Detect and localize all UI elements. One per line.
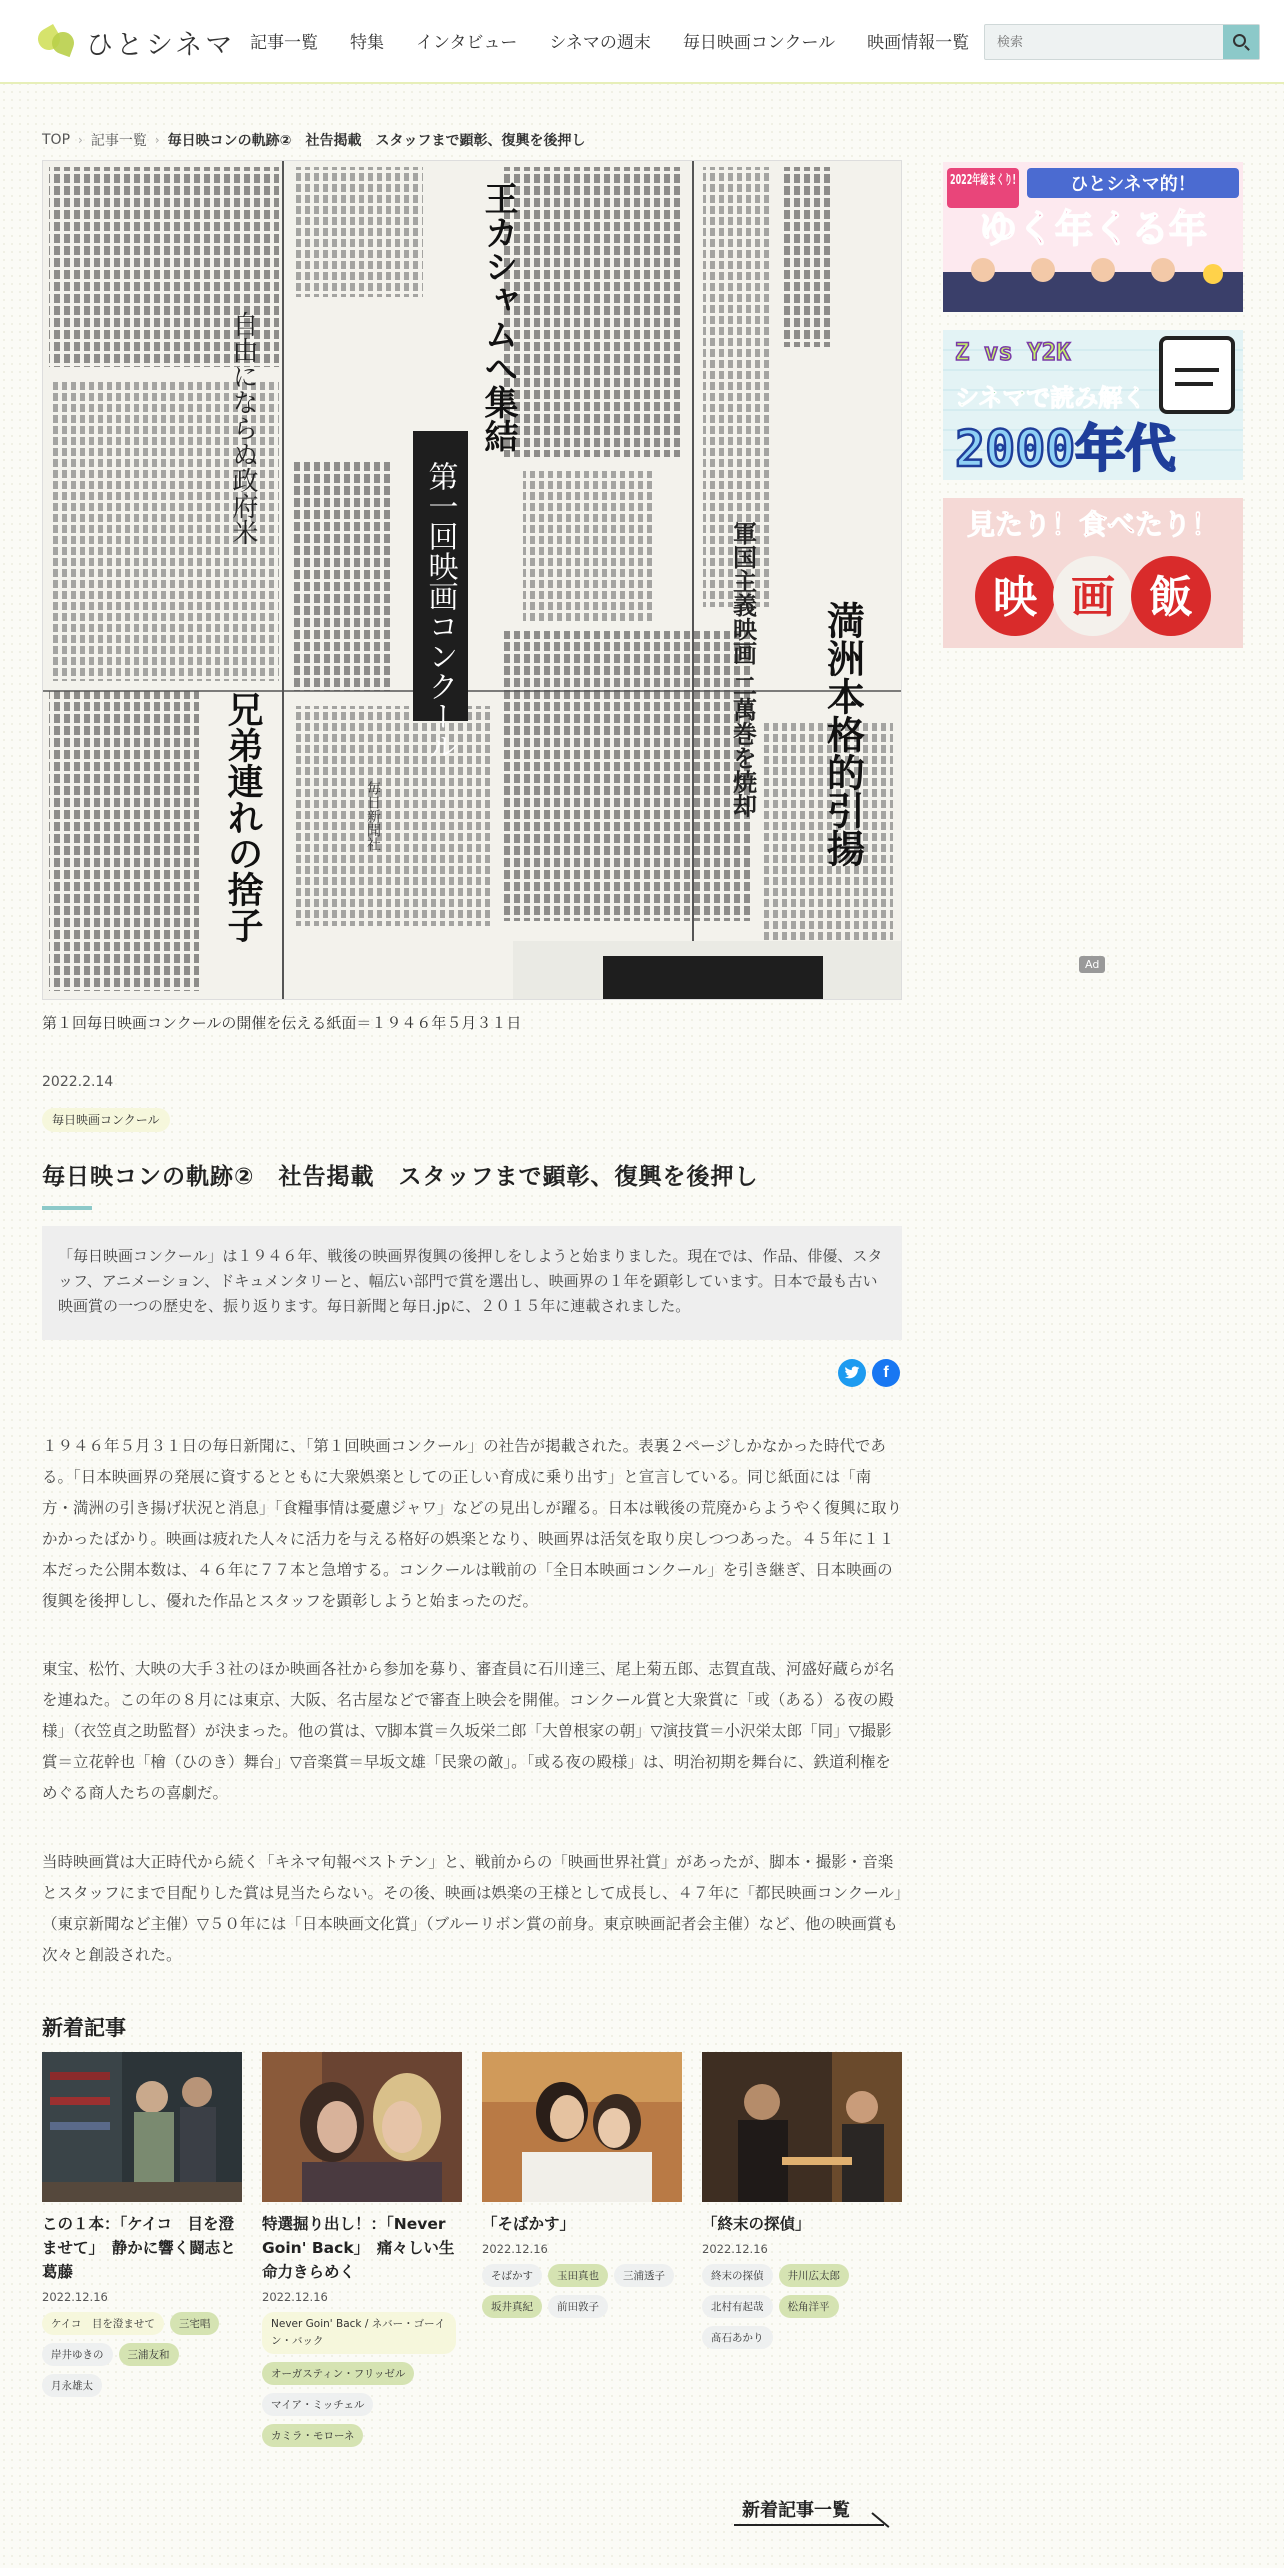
thumbnail-sobakasu — [482, 2052, 682, 2202]
banner1-line1: ひとシネマ的！ — [1070, 174, 1196, 195]
chevron-right-icon: › — [78, 133, 83, 147]
banner3-char-3: 飯 — [1149, 572, 1193, 623]
banner3-char-1: 映 — [993, 572, 1037, 623]
card-tag[interactable]: 三浦友和 — [119, 2343, 179, 2366]
twitter-bird-icon — [844, 1366, 860, 1380]
headline-manchuria: 満洲本格的引揚 — [820, 601, 866, 867]
card-tags — [702, 2264, 902, 2357]
headline-karsham: 王カシャムへ集結 — [478, 181, 518, 453]
banner1-badge: 2022年総まくり! — [950, 173, 1058, 188]
more-link-underline — [734, 2524, 884, 2526]
card-tag[interactable]: ケイコ 目を澄ませて — [42, 2312, 164, 2335]
banner3-char-2: 画 — [1071, 572, 1115, 623]
thumbnail-detective — [702, 2052, 902, 2202]
article-tag[interactable]: 毎日映画コンクール — [42, 1108, 170, 1132]
article-paragraph-1: １９４６年５月３１日の毎日新聞に、「第１回映画コンクール」の社告が掲載された。表裏２ページしかなかった時代である。「日本映画界の発展に資するとともに大衆娯楽としての正しい育成に乗り出す」と宣言している。同じ紙面には「南方・満洲の引き揚げ状況と消息」「食糧事情は憂慮ジャワ」などの見出しが躍る。日本は戦後の荒廃からようやく復興に取りかかったばかり。映画は疲れた人々に活力を与える格好の娯楽となり、映画界は活気を取り戻しつつあった。４５年に１１本だった公開本数は、４６年に７７本と急増する。コンクールは戦前の「全日本映画コンクール」を引き継ぎ、日本映画の復興を後押しし、優れた作品とスタッフを顕彰しようと始まったのだ。 — [42, 1437, 902, 1610]
card-tag[interactable]: 坂井真紀 — [482, 2295, 542, 2318]
image-caption: 第１回毎日映画コンクールの開催を伝える紙面＝１９４６年５月３１日 — [42, 1014, 522, 1032]
breadcrumb-current: 毎日映コンの軌跡② 社告掲載 スタッフまで顕彰、復興を後押し — [167, 133, 586, 149]
banner2-line2: シネマで読み解く — [955, 384, 1147, 412]
site-logo[interactable] — [36, 22, 235, 62]
search-input[interactable] — [985, 25, 1223, 59]
card-tags — [42, 2312, 242, 2405]
card-tag[interactable]: 終末の探偵 — [702, 2264, 773, 2287]
card-tag[interactable]: 月永雄太 — [42, 2374, 102, 2397]
banner-movie-food-art — [943, 498, 1243, 648]
nav-features[interactable]: 特集 — [350, 33, 384, 53]
card-tag[interactable]: 北村有起哉 — [702, 2295, 773, 2318]
card-thumbnail[interactable] — [42, 2052, 242, 2202]
nav-cinema-weekend[interactable]: シネマの週末 — [549, 33, 651, 53]
article-lead: 「毎日映画コンクール」は１９４６年、戦後の映画界復興の後押しをしようと始まりました。現在では、作品、俳優、スタッフ、アニメーション、ドキュメンタリーと、幅広い部門で賞を選出し、映画界の１年を顕彰しています。日本で最も古い映画賞の一つの歴史を、振り返ります。毎日新聞と毎日.jpに、２０１５年に連載されました。 — [42, 1226, 902, 1340]
article-card[interactable] — [262, 2052, 462, 2455]
card-title[interactable]: この１本：「ケイコ 目を澄ませて」 静かに響く闘志と葛藤 — [42, 2215, 236, 2281]
twitter-icon[interactable] — [838, 1359, 866, 1387]
card-title[interactable]: 「そばかす」 — [482, 2215, 576, 2233]
search-button[interactable] — [1223, 25, 1259, 59]
card-tag[interactable]: 三宅唱 — [170, 2312, 220, 2335]
breadcrumb-top[interactable]: TOP — [42, 132, 71, 148]
card-tags — [482, 2264, 682, 2326]
article-card[interactable] — [702, 2052, 902, 2455]
search-box — [984, 24, 1260, 60]
article-date: 2022.2.14 — [42, 1074, 114, 1090]
card-title[interactable]: 「終末の探偵」 — [702, 2215, 811, 2233]
card-thumbnail[interactable] — [702, 2052, 902, 2202]
card-tag[interactable]: Never Goin' Back / ネバー・ゴーイン・バック — [262, 2312, 456, 2354]
headline-burn: 軍国主義映画 二萬巻を焼却 — [728, 521, 758, 818]
banner-movie-food[interactable] — [943, 498, 1243, 648]
banner1-line2: ゆく年くる年 — [978, 207, 1208, 251]
card-tag[interactable]: マイア・ミッチェル — [262, 2393, 373, 2416]
headline-contest: 第一回映画コンクール — [422, 461, 458, 761]
headline-rice: 自由にならぬ政府米 — [228, 311, 258, 545]
card-tag[interactable]: そばかす — [482, 2264, 542, 2287]
thumbnail-boxing-gym — [42, 2052, 242, 2202]
banner2-line1: Z vs Y2K — [955, 338, 1071, 366]
thumbnail-two-girls — [262, 2052, 462, 2202]
banner-year-review-art — [943, 162, 1243, 312]
logo-text: ひとシネマ — [86, 29, 236, 61]
card-tag[interactable]: 前田敦子 — [548, 2295, 608, 2318]
card-thumbnail[interactable] — [482, 2052, 682, 2202]
nav-mainichi-contest[interactable]: 毎日映画コンクール — [682, 33, 836, 53]
breadcrumb — [42, 130, 586, 150]
card-date: 2022.12.16 — [702, 2242, 768, 2256]
card-date: 2022.12.16 — [262, 2290, 328, 2304]
card-title[interactable]: 特選掘り出し！：「Never Goin' Back」 痛々しい生命力きらめく — [262, 2215, 455, 2281]
card-tag[interactable]: 髙石あかり — [702, 2326, 773, 2349]
banner-2000s[interactable] — [943, 330, 1243, 480]
headline-foundling: 兄弟連れの捨子 — [222, 691, 264, 943]
article-card[interactable] — [42, 2052, 242, 2455]
article-card[interactable] — [482, 2052, 682, 2455]
more-articles-link[interactable]: 新着記事一覧 — [742, 2500, 850, 2521]
share-buttons — [838, 1359, 900, 1387]
new-articles-list — [42, 2052, 902, 2455]
card-tag[interactable]: 玉田真也 — [548, 2264, 608, 2287]
title-underline — [42, 1206, 92, 1210]
breadcrumb-articles[interactable]: 記事一覧 — [90, 133, 147, 149]
nav-movie-info[interactable]: 映画情報一覧 — [867, 33, 970, 53]
banner2-line3: 2000年代 — [955, 420, 1176, 478]
card-tag[interactable]: 松角洋平 — [779, 2295, 839, 2318]
card-tag[interactable]: カミラ・モローネ — [262, 2424, 363, 2447]
logo-leaf-icon — [36, 22, 76, 62]
article-title: 毎日映コンの軌跡② 社告掲載 スタッフまで顕彰、復興を後押し — [42, 1164, 759, 1190]
banner-2000s-art — [943, 330, 1243, 480]
newspaper-image — [42, 160, 902, 1000]
nav-interviews[interactable]: インタビュー — [416, 33, 518, 53]
card-date: 2022.12.16 — [42, 2290, 108, 2304]
banner-year-review[interactable] — [943, 162, 1243, 312]
main-nav — [250, 28, 969, 53]
card-tags — [262, 2312, 462, 2455]
card-tag[interactable]: 三浦透子 — [614, 2264, 674, 2287]
ad-label: Ad — [1079, 956, 1105, 973]
card-tag[interactable]: 井川広太郎 — [779, 2264, 850, 2287]
headline-publisher: 毎日新聞社 — [365, 781, 381, 851]
facebook-icon[interactable]: f — [872, 1359, 900, 1387]
chevron-right-icon: › — [154, 133, 160, 147]
card-thumbnail[interactable] — [262, 2052, 462, 2202]
article-paragraph-2: 東宝、松竹、大映の大手３社のほか映画各社から参加を募り、審査員に石川達三、尾上菊五郎、志賀直哉、河盛好蔵らが名を連ねた。この年の８月には東京、大阪、名古屋などで審査上映会を開催。コンクール賞と大衆賞に「或（ある）る夜の殿様」（衣笠貞之助監督）が決まった。他の賞は、▽脚本賞＝久坂栄二郎「大曽根家の朝」▽演技賞＝小沢栄太郎「同」▽撮影賞＝立花幹也「檜（ひのき）舞台」▽音楽賞＝早坂文雄「民衆の敵」。「或る夜の殿様」は、明治初期を舞台に、鉄道利権をめぐる商人たちの喜劇だ。 — [42, 1660, 895, 1802]
new-articles-heading: 新着記事 — [42, 2016, 126, 2040]
banner3-line1: 見たり！食べたり！ — [966, 508, 1220, 541]
card-tag[interactable]: 岸井ゆきの — [42, 2343, 113, 2366]
site-header — [0, 0, 1284, 84]
card-date: 2022.12.16 — [482, 2242, 548, 2256]
newspaper-illustration — [43, 161, 902, 1000]
article-paragraph-3: 当時映画賞は大正時代から続く「キネマ旬報ベストテン」と、戦前からの「映画世界社賞」があったが、脚本・撮影・音楽とスタッフにまで目配りした賞は見当たらない。その後、映画は娯楽の王様として成長し、４７年に「都民映画コンクール」（東京新聞など主催）▽５０年には「日本映画文化賞」（ブルーリボン賞の前身。東京映画記者会主催）など、他の映画賞も次々と創設された。 — [42, 1853, 902, 1964]
card-tag[interactable]: オーガスティン・フリッゼル — [262, 2362, 414, 2385]
nav-articles[interactable]: 記事一覧 — [250, 33, 318, 53]
search-icon — [1233, 34, 1246, 47]
